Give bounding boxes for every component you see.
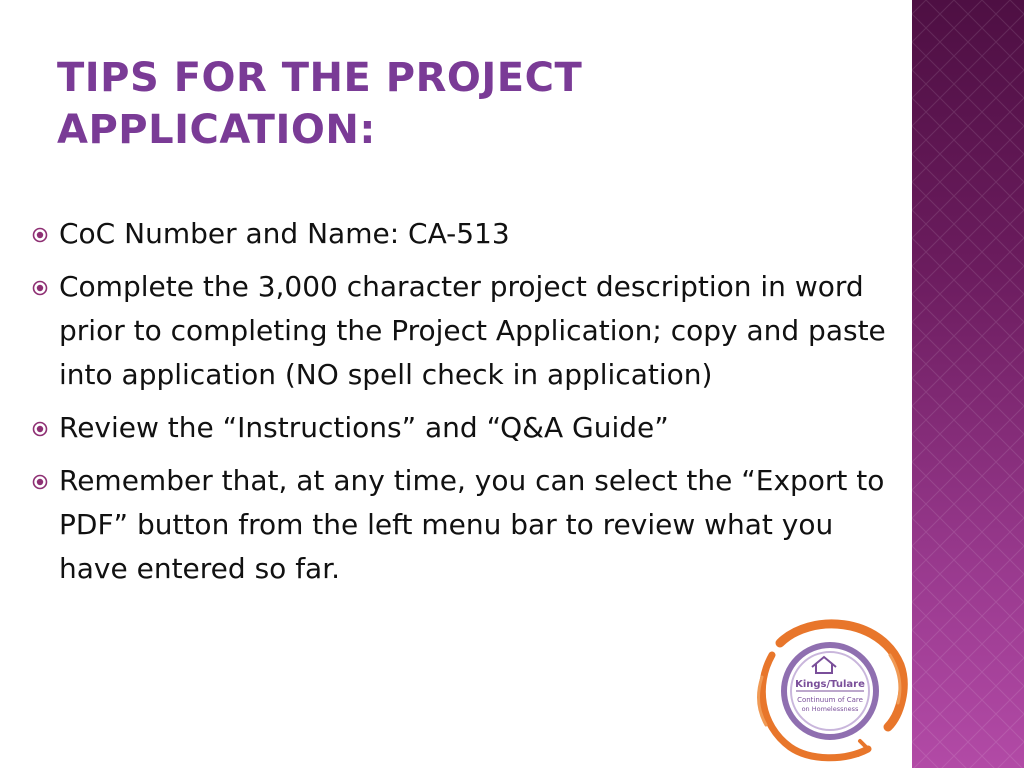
bullet-text: Remember that, at any time, you can select the “Export to PDF” button from the left menu bar to review what you have entered so far. bbox=[59, 464, 885, 585]
diamond-pattern bbox=[912, 0, 1024, 768]
circled-dot-bullet-icon bbox=[32, 474, 48, 490]
bullet-text: Review the “Instructions” and “Q&A Guide” bbox=[59, 411, 669, 444]
bullet-item bbox=[32, 459, 892, 591]
bullet-item bbox=[32, 406, 892, 450]
bullet-item bbox=[32, 212, 892, 256]
bullet-text: Complete the 3,000 character project description in word prior to completing the Project Application; copy and paste into application (NO spell check in application) bbox=[59, 270, 886, 391]
logo-line-1: Kings/Tulare bbox=[795, 679, 865, 690]
circled-dot-bullet-icon bbox=[32, 227, 48, 243]
kings-tulare-logo bbox=[750, 615, 908, 763]
house-circle-logo-icon bbox=[750, 615, 908, 763]
circled-dot-bullet-icon bbox=[32, 280, 48, 296]
logo-line-3: on Homelessness bbox=[801, 705, 859, 713]
bullet-item bbox=[32, 265, 892, 397]
circled-dot-bullet-icon bbox=[32, 421, 48, 437]
logo-line-2: Continuum of Care bbox=[797, 696, 863, 704]
slide-title: TIPS FOR THE PROJECT APPLICATION: bbox=[57, 55, 583, 153]
side-decorative-band bbox=[912, 0, 1024, 768]
bullet-text: CoC Number and Name: CA-513 bbox=[59, 217, 510, 250]
bullet-list bbox=[32, 212, 892, 600]
